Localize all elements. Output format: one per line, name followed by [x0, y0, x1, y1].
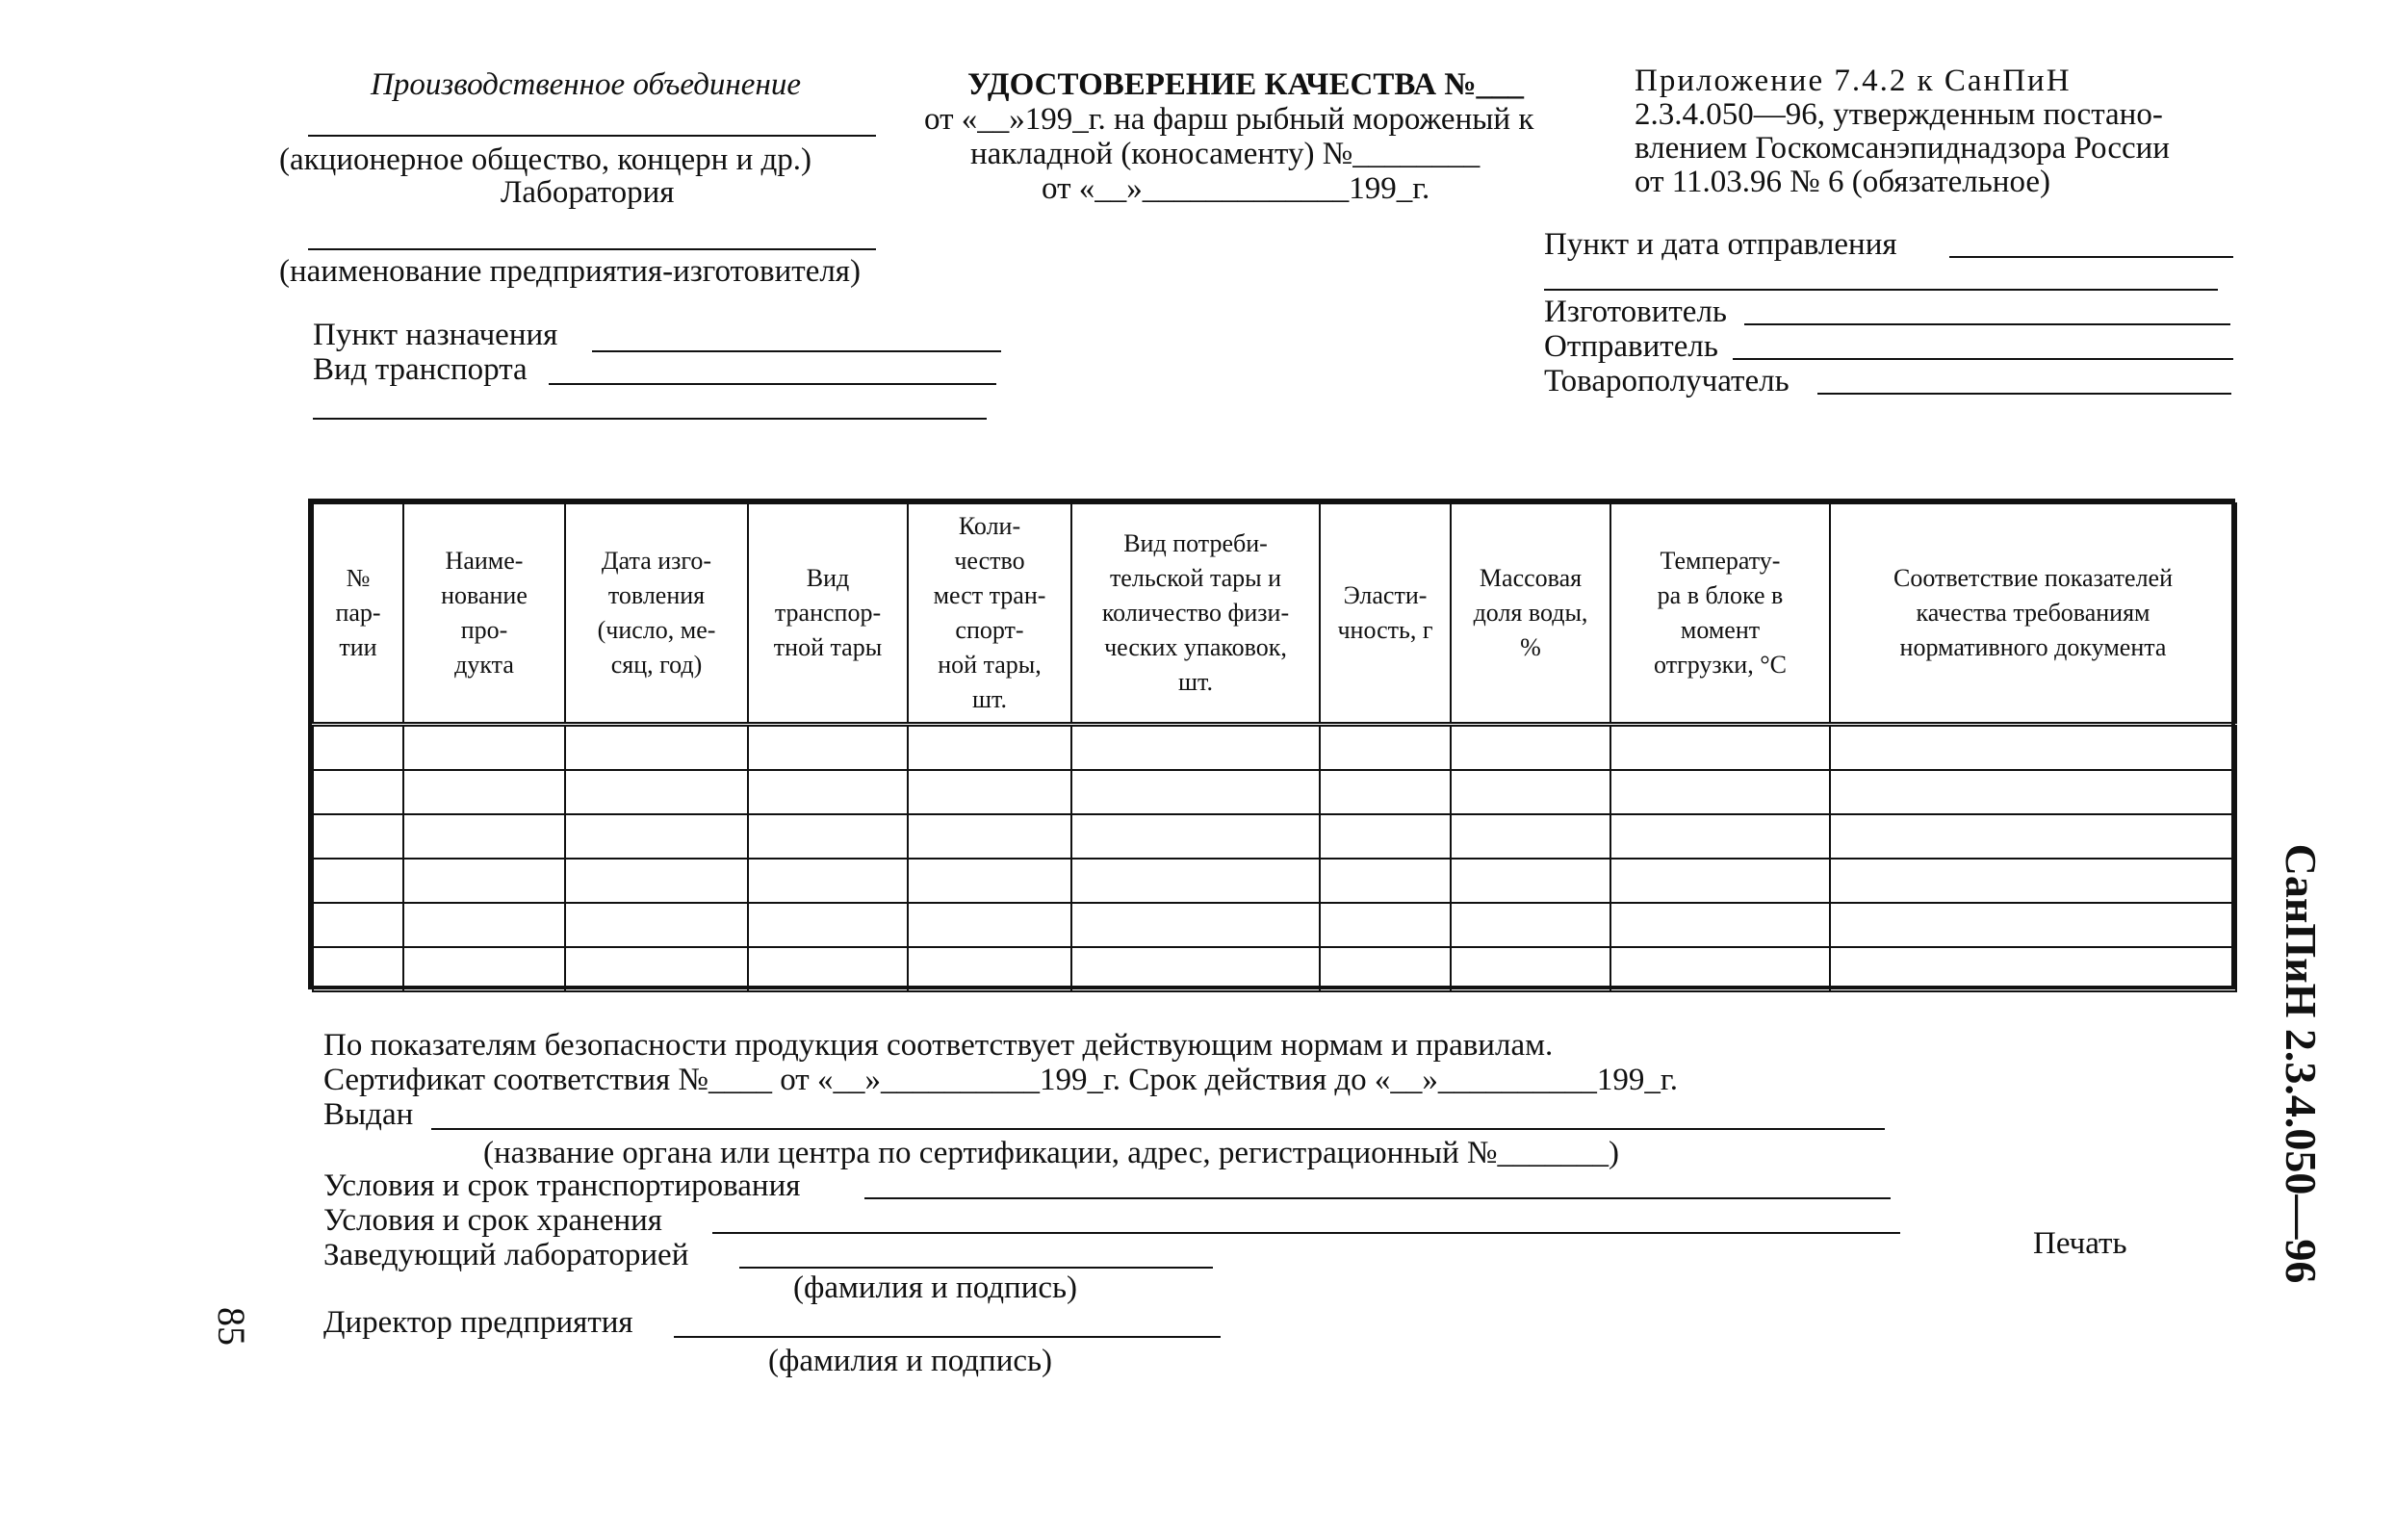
- manufacturer-note: (наименование предприятия-изготовителя): [279, 254, 861, 289]
- column-header: [313, 503, 403, 725]
- table-cell: [565, 859, 748, 903]
- director-line: [674, 1336, 1221, 1338]
- transport-conditions-line: [864, 1197, 1891, 1199]
- table-cell: [313, 947, 403, 991]
- column-header-line: про-: [460, 616, 508, 644]
- org-title: Производственное объединение: [371, 67, 801, 102]
- table-cell: [1320, 770, 1451, 814]
- table-cell: [313, 770, 403, 814]
- table-cell: [1071, 859, 1320, 903]
- dispatch-line: [1949, 256, 2233, 258]
- column-header-line: ной тары,: [938, 651, 1042, 679]
- column-header-line: сяц, год): [610, 651, 703, 679]
- lab-head-line: [739, 1267, 1213, 1269]
- table-cell: [1071, 947, 1320, 991]
- certificate-title: УДОСТОВЕРЕНИЕ КАЧЕСТВА №___: [967, 67, 1525, 102]
- table-cell: [403, 947, 565, 991]
- column-header-line: доля воды,: [1473, 599, 1588, 627]
- dispatch-line-2: [1544, 289, 2218, 291]
- table-cell: [403, 859, 565, 903]
- transport-label: Вид транспорта: [313, 352, 528, 387]
- recipient-line: [1817, 393, 2231, 395]
- column-header-line: транспор-: [774, 599, 882, 627]
- quality-grid: [312, 502, 2237, 992]
- column-header-line: Дата изго-: [601, 547, 712, 575]
- column-header-line: Температу-: [1660, 547, 1781, 575]
- table-cell: [748, 859, 908, 903]
- column-header-line: тии: [339, 633, 377, 661]
- table-cell: [565, 725, 748, 771]
- sender-line: [1733, 358, 2233, 360]
- manufacturer-line: [308, 248, 876, 250]
- table-cell: [1830, 859, 2236, 903]
- column-header-line: пар-: [335, 599, 381, 627]
- transport-line-2: [313, 418, 987, 420]
- column-header-line: дукта: [454, 651, 514, 679]
- table-cell: [748, 947, 908, 991]
- table-cell: [1071, 725, 1320, 771]
- table-cell: [908, 770, 1071, 814]
- table-cell: [1320, 725, 1451, 771]
- table-cell: [908, 859, 1071, 903]
- appendix-line-3: влением Госкомсанэпиднадзора России: [1635, 131, 2170, 166]
- table-cell: [1071, 770, 1320, 814]
- transport-conditions-label: Условия и срок транспортирования: [323, 1168, 801, 1203]
- table-cell: [565, 947, 748, 991]
- table-cell: [313, 859, 403, 903]
- column-header-line: шт.: [972, 685, 1007, 713]
- manufacturer-field-line: [1744, 323, 2230, 325]
- table-cell: [1451, 903, 1610, 947]
- destination-line: [592, 350, 1001, 352]
- safety-statement: По показателям безопасности продукция соответствует действующим нормам и правилам.: [323, 1028, 1554, 1063]
- table-cell: [1830, 903, 2236, 947]
- column-header-line: чность, г: [1337, 616, 1433, 644]
- stamp-label: Печать: [2033, 1226, 2127, 1261]
- lab-label: Лаборатория: [501, 175, 675, 210]
- table-cell: [403, 725, 565, 771]
- table-cell: [748, 814, 908, 859]
- column-header-line: отгрузки, °С: [1654, 651, 1787, 679]
- column-header: [908, 503, 1071, 725]
- column-header-line: (число, ме-: [597, 616, 716, 644]
- table-cell: [908, 903, 1071, 947]
- appendix-line-4: от 11.03.96 № 6 (обязательное): [1635, 165, 2050, 199]
- table-cell: [748, 903, 908, 947]
- director-label: Директор предприятия: [323, 1305, 633, 1340]
- table-cell: [1451, 814, 1610, 859]
- table-cell: [1320, 814, 1451, 859]
- table-cell: [1451, 859, 1610, 903]
- sender-label: Отправитель: [1544, 329, 1718, 364]
- appendix-line-1: Приложение 7.4.2 к СанПиН: [1635, 64, 2072, 98]
- column-header-line: нование: [441, 581, 528, 609]
- table-cell: [748, 725, 908, 771]
- column-header-line: Вид потреби-: [1123, 529, 1268, 557]
- table-cell: [403, 814, 565, 859]
- transport-line: [549, 383, 996, 385]
- column-header-line: тельской тары и: [1109, 564, 1282, 592]
- table-cell: [1610, 725, 1830, 771]
- column-header: [1071, 503, 1320, 725]
- manufacturer-label: Изготовитель: [1544, 295, 1727, 329]
- table-cell: [313, 903, 403, 947]
- column-header: [1320, 503, 1451, 725]
- table-cell: [1451, 947, 1610, 991]
- table-cell: [1610, 903, 1830, 947]
- storage-conditions-line: [712, 1232, 1900, 1234]
- column-header-line: №: [346, 564, 371, 592]
- column-header-line: спорт-: [955, 616, 1024, 644]
- column-header-line: Наиме-: [445, 547, 524, 575]
- storage-conditions-label: Условия и срок хранения: [323, 1203, 662, 1238]
- column-header-line: ра в блоке в: [1657, 581, 1784, 609]
- issued-label: Выдан: [323, 1097, 414, 1132]
- column-header-line: Вид: [806, 564, 850, 592]
- org-line: [308, 135, 876, 137]
- center-line-2: от «__»199_г. на фарш рыбный мороженый к: [924, 102, 1534, 137]
- column-header-line: нормативного документа: [1899, 633, 2167, 661]
- table-cell: [1610, 947, 1830, 991]
- column-header: [403, 503, 565, 725]
- table-cell: [313, 725, 403, 771]
- column-header-line: шт.: [1178, 668, 1213, 696]
- column-header-line: чество: [954, 547, 1025, 575]
- table-cell: [1071, 814, 1320, 859]
- table-cell: [908, 725, 1071, 771]
- table-cell: [313, 814, 403, 859]
- column-header: [1451, 503, 1610, 725]
- table-cell: [1830, 814, 2236, 859]
- table-cell: [1071, 903, 1320, 947]
- dispatch-label: Пункт и дата отправления: [1544, 227, 1897, 262]
- column-header-line: качества требованиям: [1916, 599, 2150, 627]
- page-number: 85: [210, 1307, 253, 1346]
- table-row: [313, 903, 2236, 947]
- column-header-line: тной тары: [773, 633, 883, 661]
- recipient-label: Товарополучатель: [1544, 364, 1790, 398]
- signature-note-1: (фамилия и подпись): [793, 1270, 1078, 1305]
- table-cell: [565, 903, 748, 947]
- table-body: [313, 725, 2236, 992]
- column-header: [565, 503, 748, 725]
- issued-note: (название органа или центра по сертификации, адрес, регистрационный №_______): [483, 1136, 1619, 1170]
- table-header-row: [313, 503, 2236, 725]
- center-line-4: от «__»_____________199_г.: [1042, 171, 1430, 206]
- destination-label: Пункт назначения: [313, 318, 558, 352]
- table-cell: [565, 814, 748, 859]
- table-cell: [1320, 947, 1451, 991]
- table-cell: [1610, 859, 1830, 903]
- column-header-line: Коли-: [958, 512, 1021, 540]
- column-header-line: количество физи-: [1101, 599, 1290, 627]
- column-header: [1610, 503, 1830, 725]
- table-cell: [1610, 814, 1830, 859]
- center-line-3: накладной (коносаменту) №________: [970, 137, 1481, 171]
- column-header: [748, 503, 908, 725]
- column-header: [1830, 503, 2236, 725]
- table-row: [313, 770, 2236, 814]
- certificate-line: Сертификат соответствия №____ от «__»__________199_г. Срок действия до «__»__________199_г.: [323, 1063, 1678, 1097]
- lab-head-label: Заведующий лабораторией: [323, 1238, 689, 1272]
- table-cell: [1830, 947, 2236, 991]
- table-cell: [1451, 725, 1610, 771]
- column-header-line: Соответствие показателей: [1893, 564, 2173, 592]
- table-cell: [403, 903, 565, 947]
- column-header-line: Эласти-: [1343, 581, 1428, 609]
- table-cell: [908, 814, 1071, 859]
- table-cell: [403, 770, 565, 814]
- org-note: (акционерное общество, концерн и др.): [279, 142, 812, 177]
- table-cell: [908, 947, 1071, 991]
- table-row: [313, 725, 2236, 771]
- table-cell: [1830, 725, 2236, 771]
- quality-table: [308, 499, 2235, 989]
- table-cell: [565, 770, 748, 814]
- column-header-line: Массовая: [1479, 564, 1583, 592]
- column-header-line: товления: [607, 581, 706, 609]
- column-header-line: ческих упаковок,: [1104, 633, 1287, 661]
- table-cell: [1320, 859, 1451, 903]
- table-cell: [1451, 770, 1610, 814]
- column-header-line: %: [1520, 633, 1541, 661]
- column-header-line: момент: [1680, 616, 1761, 644]
- table-row: [313, 859, 2236, 903]
- appendix-line-2: 2.3.4.050—96, утвержденным постано-: [1635, 97, 2163, 132]
- table-cell: [1610, 770, 1830, 814]
- table-row: [313, 814, 2236, 859]
- signature-note-2: (фамилия и подпись): [768, 1344, 1053, 1378]
- table-cell: [748, 770, 908, 814]
- column-header-line: мест тран-: [933, 581, 1046, 609]
- table-row: [313, 947, 2236, 991]
- side-title: СанПиН 2.3.4.050—96: [2277, 843, 2326, 1284]
- table-cell: [1830, 770, 2236, 814]
- issued-line: [431, 1128, 1885, 1130]
- table-cell: [1320, 903, 1451, 947]
